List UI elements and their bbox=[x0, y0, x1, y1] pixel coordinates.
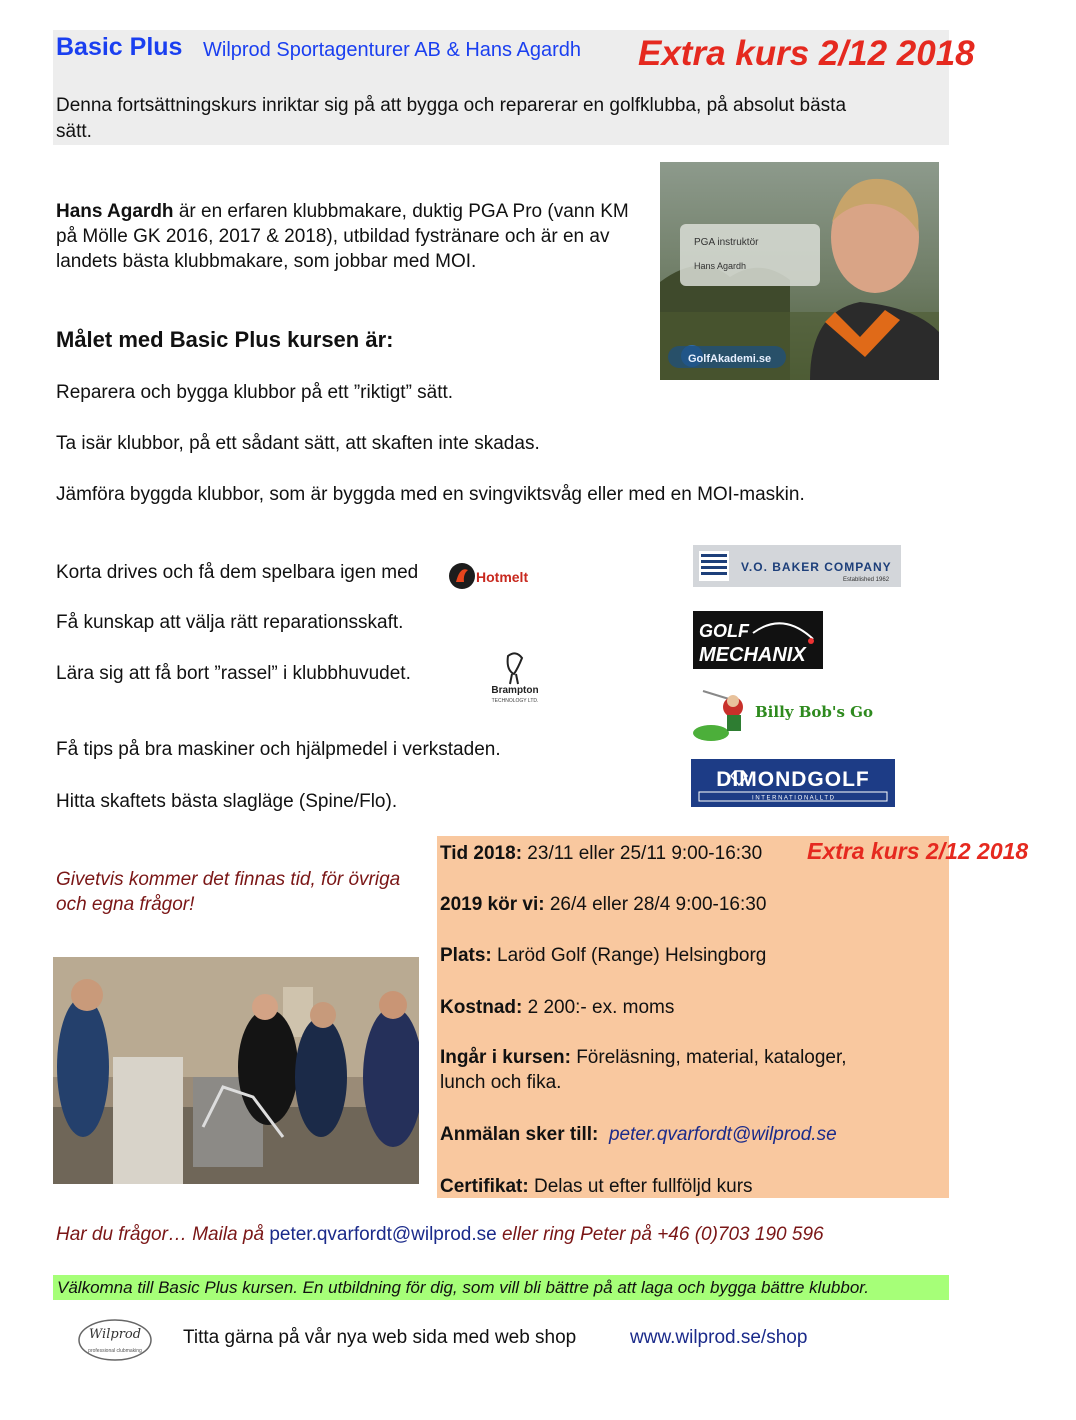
course-title: Basic Plus bbox=[56, 33, 183, 61]
info-cost: Kostnad: 2 200:- ex. moms bbox=[440, 997, 675, 1018]
intro-text: Denna fortsättningskurs inriktar sig på att bygga och reparerar en golfklubba, på absolut bästa sätt. bbox=[56, 95, 847, 142]
info-place: Plats: Laröd Golf (Range) Helsingborg bbox=[440, 945, 767, 966]
brampton-subtext: TECHNOLOGY LTD. bbox=[491, 698, 539, 704]
hotmelt-text: Hotmelt bbox=[476, 569, 529, 585]
questions-email-link[interactable]: peter.qvarfordt@wilprod.se bbox=[269, 1224, 497, 1245]
welcome-text: Välkomna till Basic Plus kursen. En utbildning för dig, som vill bli bättre på att laga och bygga bättre klubbor. bbox=[57, 1278, 870, 1297]
goal-item: Hitta skaftets bästa slagläge (Spine/Flo). bbox=[56, 791, 398, 812]
vobaker-text: V.O. BAKER COMPANY bbox=[741, 560, 892, 574]
goals-heading: Målet med Basic Plus kursen är: bbox=[56, 327, 394, 352]
goal-item: Få kunskap att välja rätt reparationsskaft. bbox=[56, 612, 404, 633]
bio-text: är en erfaren klubbmakare, duktig PGA Pro (vann KM på Mölle GK 2016, 2017 & 2018), utbildad fystränare och är en av landets bästa klubbmakare, som jobbar med MOI. bbox=[56, 201, 629, 272]
visit-text: Titta gärna på vår nya web sida med web shop bbox=[183, 1327, 577, 1348]
wilprod-text: Wilprod bbox=[88, 1327, 142, 1342]
instructor-name: Hans Agardh bbox=[56, 201, 174, 222]
diamondgolf-logo bbox=[691, 759, 895, 807]
info-time-2019: 2019 kör vi: 26/4 eller 28/4 9:00-16:30 bbox=[440, 894, 767, 915]
goal-item: Reparera och bygga klubbor på ett ”riktigt” sätt. bbox=[56, 382, 454, 403]
instructor-bio bbox=[56, 199, 636, 274]
questions-line: Har du frågor… Maila på peter.qvarfordt@wilprod.se eller ring Peter på +46 (0)703 190 596 bbox=[56, 1224, 824, 1245]
instructor-photo bbox=[660, 162, 939, 380]
golfmechanix-text-2: MECHANIX bbox=[699, 644, 806, 666]
info-certificate: Certifikat: Delas ut efter fullföljd kurs bbox=[440, 1176, 753, 1197]
golfmechanix-text-1: GOLF bbox=[699, 621, 749, 641]
info-includes-line2: lunch och fika. bbox=[440, 1072, 562, 1093]
vobaker-subtext: Established 1962 bbox=[843, 577, 890, 583]
extra-course-note: Extra kurs 2/12 2018 bbox=[807, 838, 1029, 864]
brampton-logo bbox=[478, 648, 553, 706]
goal-item: Ta isär klubbor, på ett sådant sätt, att skaften inte skadas. bbox=[56, 433, 540, 454]
vobaker-logo bbox=[693, 545, 901, 587]
brampton-text: Brampton bbox=[491, 685, 539, 696]
golfakademi-watermark: GolfAkademi.se bbox=[688, 353, 772, 365]
goal-item: Lära sig att få bort ”rassel” i klubbhuvudet. bbox=[56, 663, 411, 684]
billybob-text: Billy Bob's Golf bbox=[755, 703, 873, 721]
wilprod-subtext: professional clubmaking bbox=[88, 1348, 142, 1354]
diamondgolf-subtext: I N T E R N A T I O N A L L T D bbox=[752, 795, 834, 802]
goal-item: Korta drives och få dem spelbara igen med bbox=[56, 562, 419, 583]
info-signup: Anmälan sker till: peter.qvarfordt@wilprod.se bbox=[440, 1124, 837, 1145]
aside-note: Givetvis kommer det finnas tid, för övriga och egna frågor! bbox=[56, 869, 401, 915]
workshop-photo bbox=[53, 957, 419, 1184]
company-name: Wilprod Sportagenturer AB & Hans Agardh bbox=[203, 39, 581, 61]
shop-url-link[interactable]: www.wilprod.se/shop bbox=[630, 1327, 808, 1348]
badge-title: PGA instruktör bbox=[694, 237, 759, 248]
info-includes: Ingår i kursen: Föreläsning, material, kataloger, bbox=[440, 1047, 847, 1068]
extra-course-heading: Extra kurs 2/12 2018 bbox=[638, 34, 975, 73]
billybob-logo bbox=[693, 685, 873, 743]
goal-item: Jämföra byggda klubbor, som är byggda med en svingviktsvåg eller med en MOI-maskin. bbox=[56, 484, 805, 505]
golfmechanix-logo bbox=[693, 611, 823, 669]
goal-item: Få tips på bra maskiner och hjälpmedel i verkstaden. bbox=[56, 739, 501, 760]
signup-email-link[interactable]: peter.qvarfordt@wilprod.se bbox=[608, 1124, 837, 1145]
wilprod-logo bbox=[77, 1318, 153, 1362]
diamondgolf-text: DIMONDGOLF bbox=[716, 768, 870, 791]
hotmelt-logo bbox=[448, 560, 543, 592]
info-time-2018: Tid 2018: 23/11 eller 25/11 9:00-16:30 bbox=[440, 843, 763, 864]
badge-name: Hans Agardh bbox=[694, 261, 747, 271]
